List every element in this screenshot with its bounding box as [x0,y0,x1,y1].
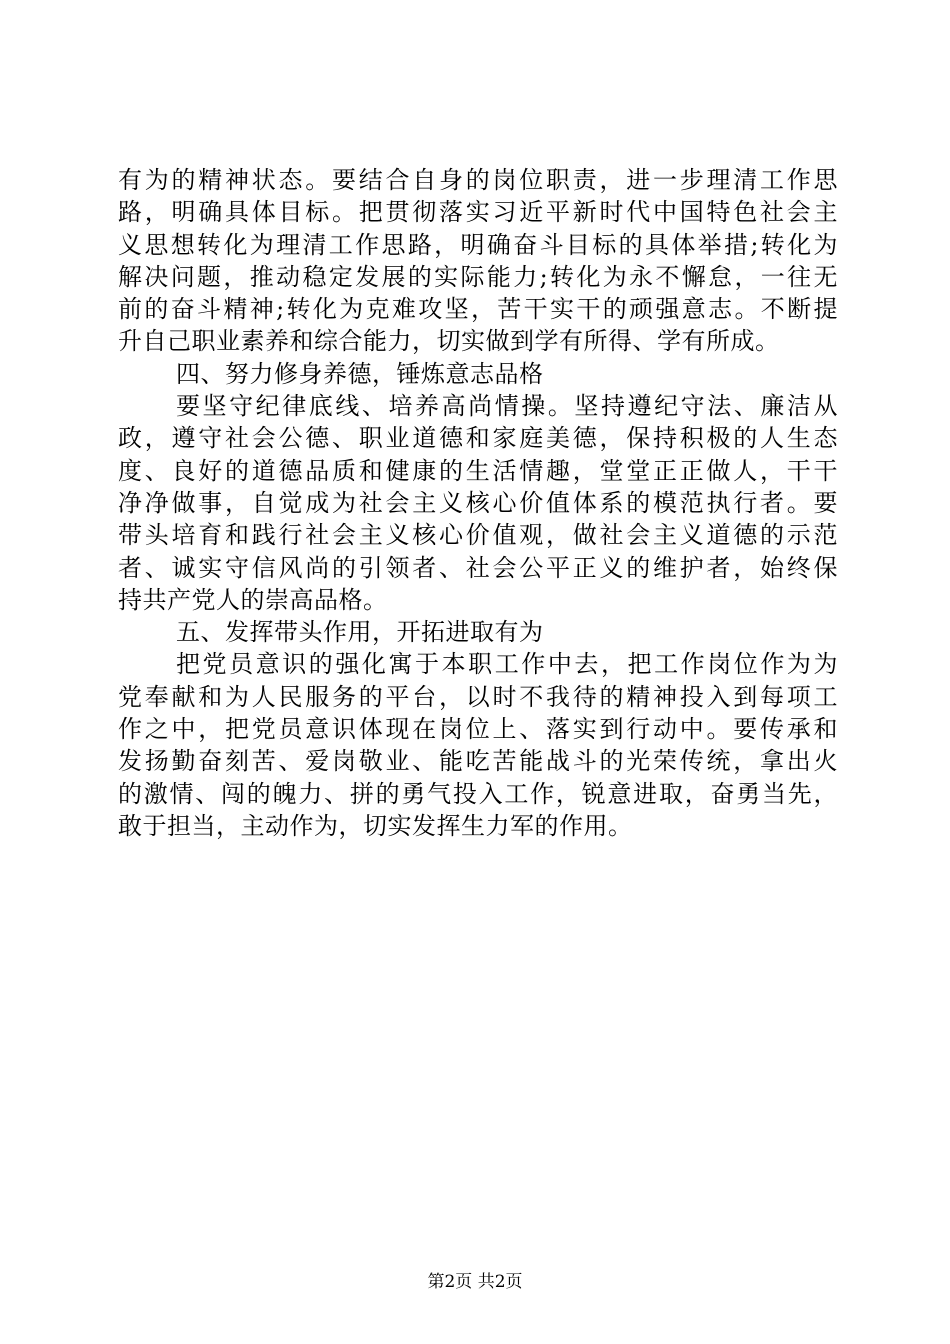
text-line: 义思想转化为理清工作思路，明确奋斗目标的具体举措;转化为 [118,230,838,259]
section-heading: 四、努力修身养德，锤炼意志品格 [176,359,544,388]
document-body [118,164,838,842]
text-line: 路，明确具体目标。把贯彻落实习近平新时代中国特色社会主 [118,198,838,227]
text-line: 政，遵守社会公德、职业道德和家庭美德，保持积极的人生态 [118,424,838,453]
text-line: 把党员意识的强化寓于本职工作中去，把工作岗位作为为 [176,650,838,679]
text-line: 的激情、闯的魄力、拼的勇气投入工作，锐意进取，奋勇当先， [118,779,838,808]
section-heading: 五、发挥带头作用，开拓进取有为 [176,618,544,647]
text-line: 发扬勤奋刻苦、爱岗敬业、能吃苦能战斗的光荣传统，拿出火 [118,747,838,776]
text-line: 前的奋斗精神;转化为克难攻坚，苦干实干的顽强意志。不断提 [118,295,838,324]
text-line: 持共产党人的崇高品格。 [118,585,388,614]
text-line: 要坚守纪律底线、培养高尚情操。坚持遵纪守法、廉洁从 [176,392,838,421]
page-number-footer: 第2页 共2页 [427,1272,523,1292]
text-line: 升自己职业素养和综合能力，切实做到学有所得、学有所成。 [118,327,780,356]
text-line: 敢于担当，主动作为，切实发挥生力军的作用。 [118,811,633,840]
text-line: 净净做事，自觉成为社会主义核心价值体系的模范执行者。要 [118,488,838,517]
text-line: 解决问题，推动稳定发展的实际能力;转化为永不懈怠，一往无 [118,262,838,291]
text-line: 党奉献和为人民服务的平台，以时不我待的精神投入到每项工 [118,682,838,711]
text-line: 作之中，把党员意识体现在岗位上、落实到行动中。要传承和 [118,715,838,744]
text-line: 有为的精神状态。要结合自身的岗位职责，进一步理清工作思 [118,166,838,194]
text-line: 者、诚实守信风尚的引领者、社会公平正义的维护者，始终保 [118,553,838,582]
text-line: 度、良好的道德品质和健康的生活情趣，堂堂正正做人，干干 [118,456,838,485]
text-line: 带头培育和践行社会主义核心价值观，做社会主义道德的示范 [118,521,838,550]
